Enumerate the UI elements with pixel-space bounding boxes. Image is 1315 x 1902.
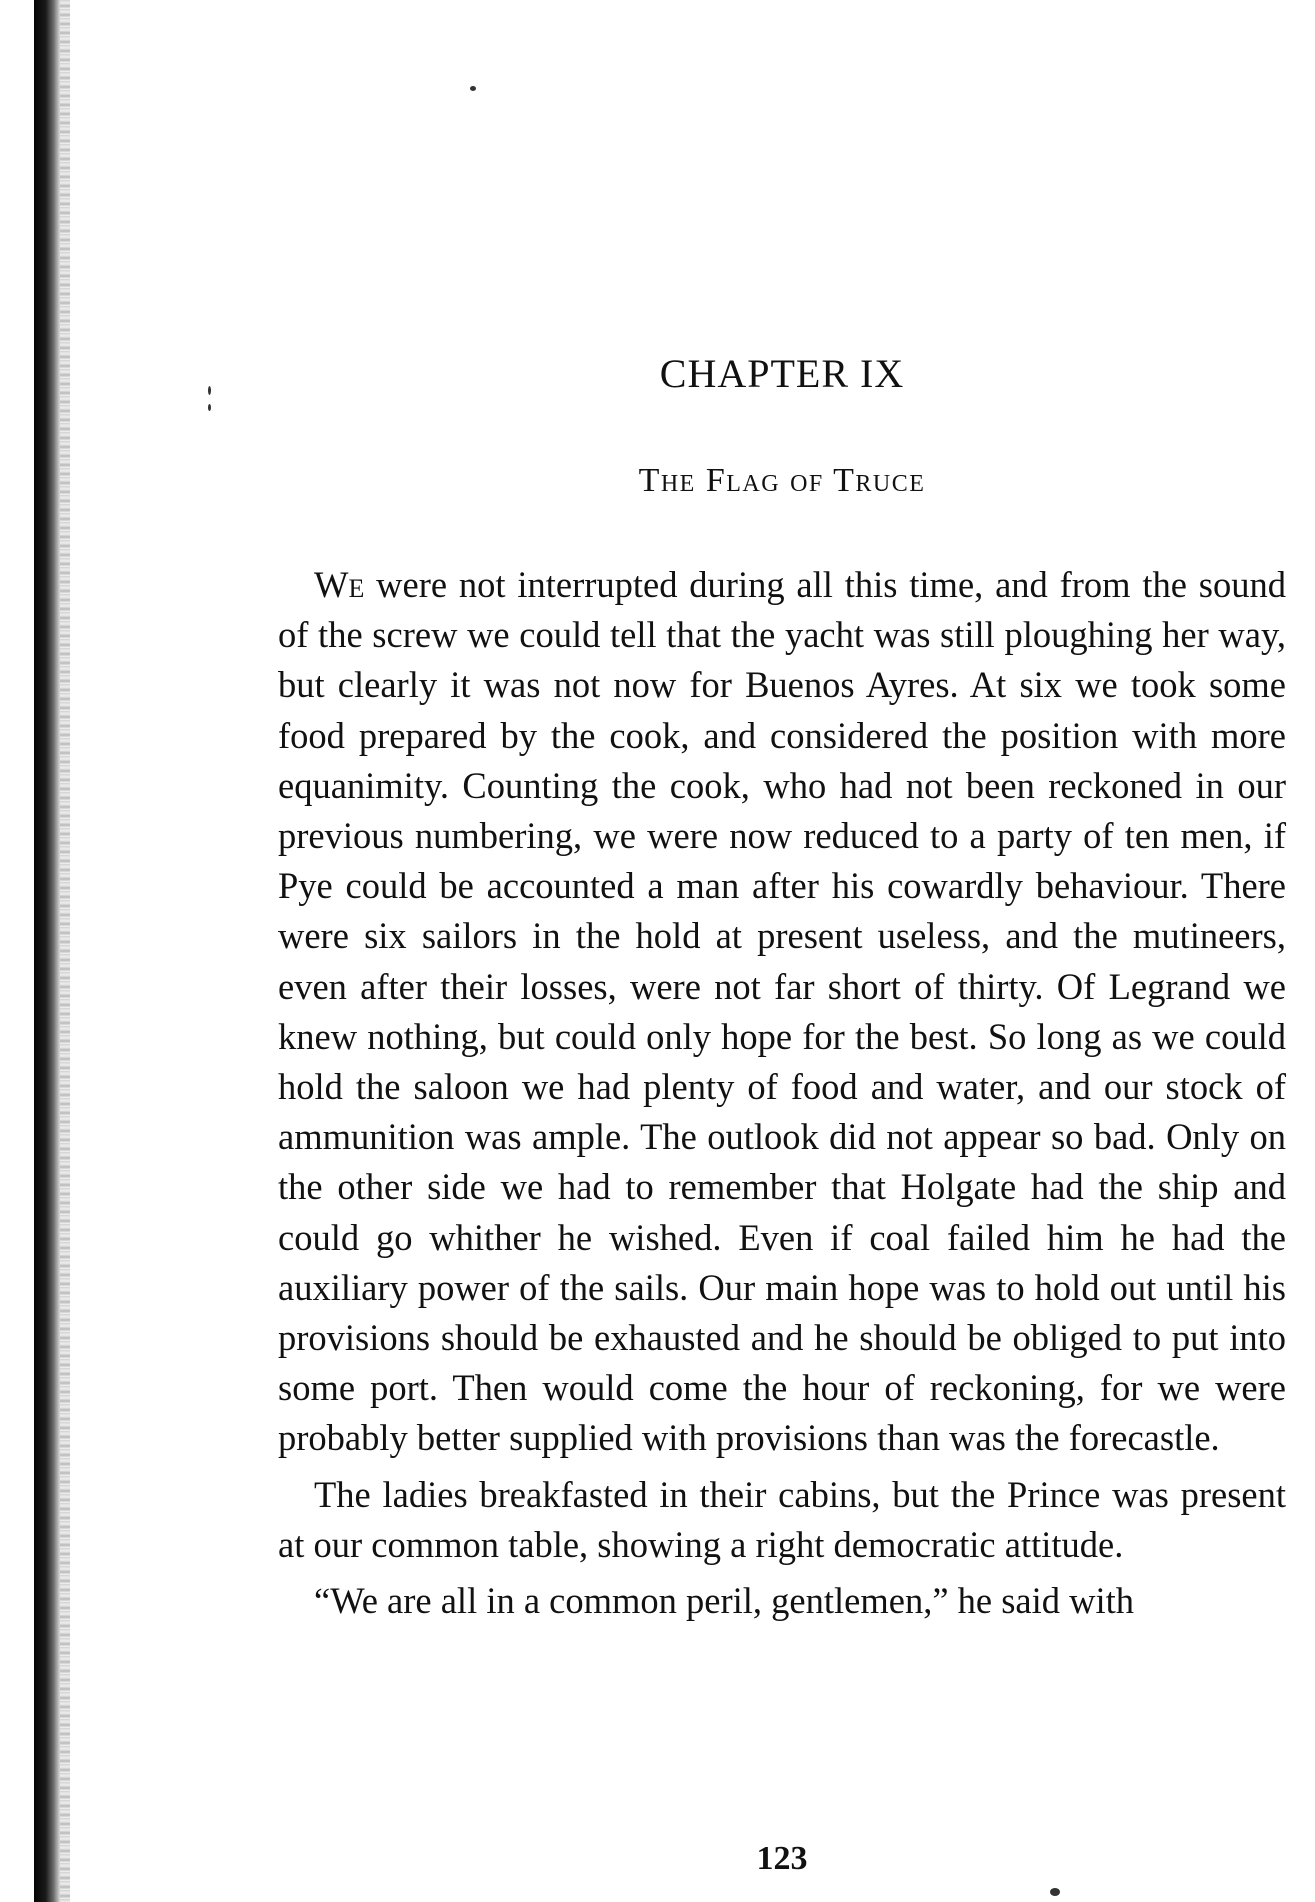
print-speck — [208, 386, 211, 395]
paragraph: The ladies breakfasted in their cabins, but the Prince was present at our common table, showing a right democratic attitude. — [278, 1473, 1286, 1565]
paragraph — [278, 560, 1286, 1464]
chapter-title: The Flag of Truce — [638, 462, 926, 499]
paragraph: “We are all in a common peril, gentlemen,” he said with — [314, 1580, 1135, 1622]
book-spine-shadow — [34, 0, 60, 1902]
chapter-number: CHAPTER IX — [659, 351, 905, 396]
paragraph-text: were not interrupted during all this time, and from the sound of the screw we could tell that the yacht was still ploughing her way, but clearly it was not now for Buenos Ayres. At six we took some food prepared by the cook, and considered the position with more equanimity. Counting the cook, who had not been reckoned in our previous numbering, we were now reduced to a party of ten men, if Pye could be accounted a man after his cowardly behaviour. There were six sailors in the hold at present useless, and the mutineers, even after their losses, were not far short of thirty. Of Legrand we knew nothing, but could only hope for the best. So long as we could hold the saloon we had plenty of food and water, and our stock of ammunition was ample. The outlook did not appear so bad. Only on the other side we had to remember that Holgate had the ship and could go whither he wished. Even if coal failed him he had the auxiliary power of the sails. Our main hope was to hold out until his provisions should be exhausted and he should be obliged to put into some port. Then would come the hour of reckoning, for we were probably better supplied with provisions than was the forecastle. — [278, 564, 1286, 1459]
page-gutter-edge — [60, 0, 70, 1902]
page-text-column — [278, 0, 1286, 1902]
chapter-body — [278, 560, 1286, 1626]
print-speck — [208, 404, 211, 411]
paragraph-lead-word: We — [314, 564, 365, 605]
page-number: 123 — [756, 1840, 808, 1877]
